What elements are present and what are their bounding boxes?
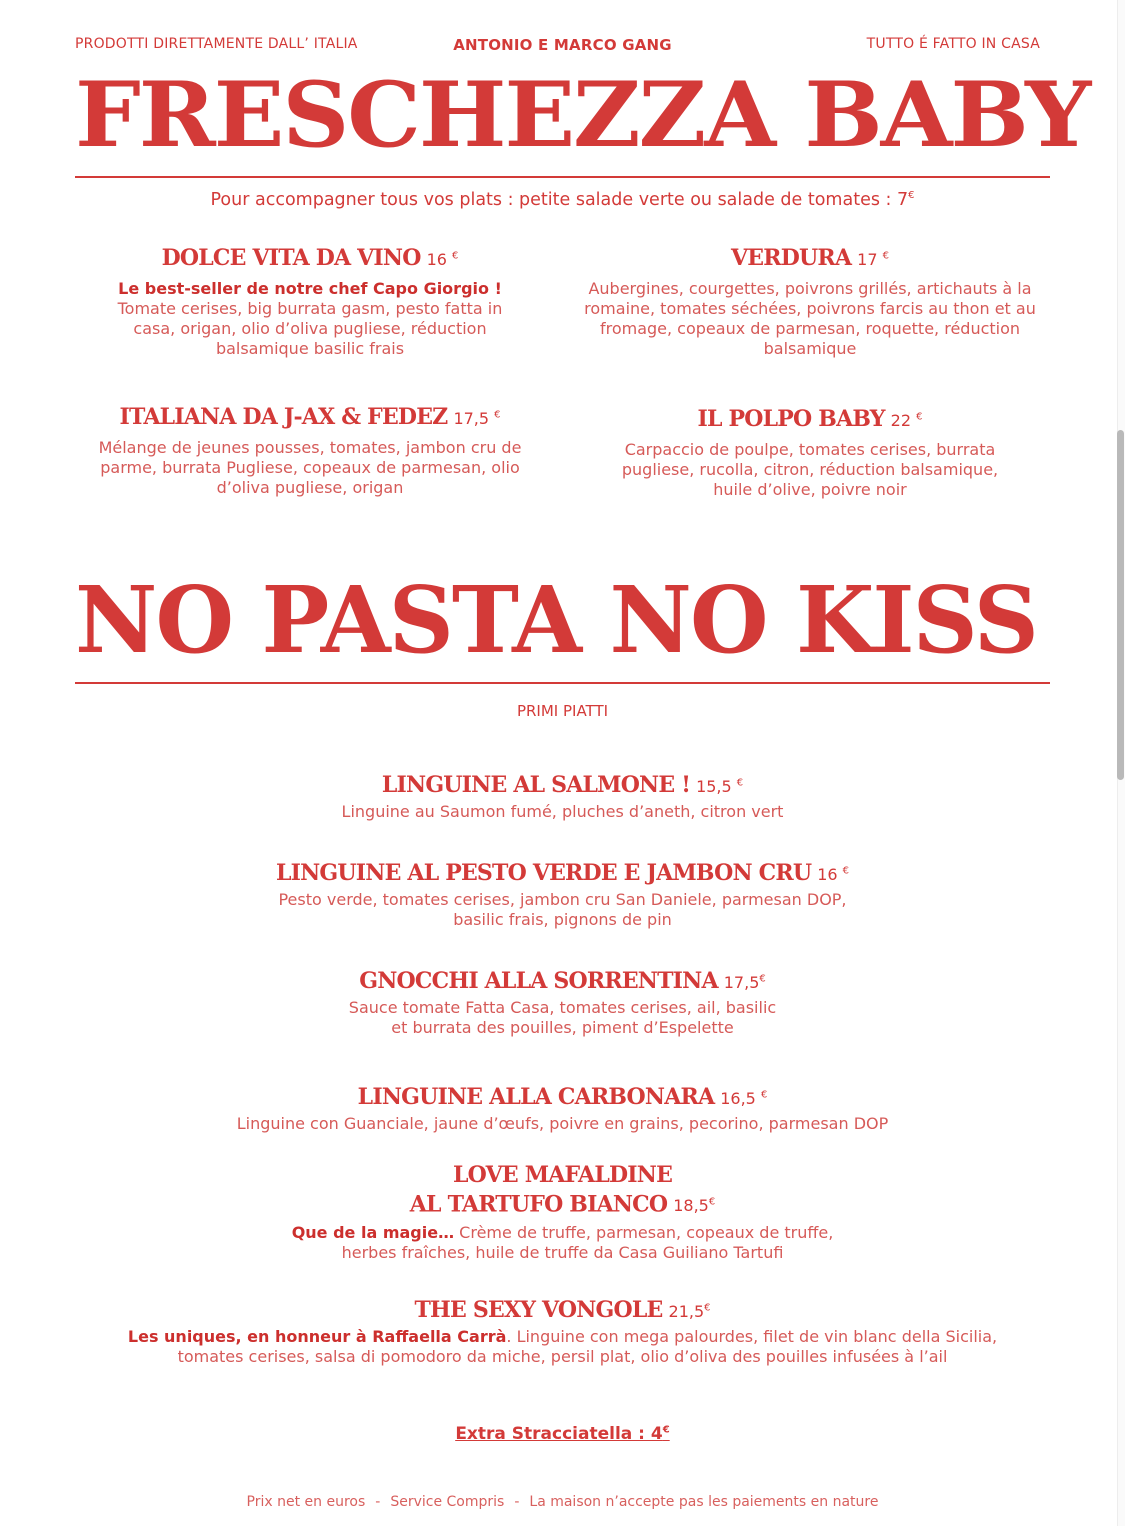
dish-title: THE SEXY VONGOLE (414, 1297, 663, 1323)
dish-description: Mélange de jeunes pousses, tomates, jambon cru de parme, burrata Pugliese, copeaux de parmesan, olio d’oliva pugliese, origan (98, 438, 522, 497)
dish-description (60, 998, 1065, 1038)
currency-symbol: € (494, 409, 501, 421)
price-value: 17,5 (723, 973, 760, 992)
currency-symbol: € (759, 973, 766, 985)
dish-linguine-salmone (60, 772, 1065, 822)
dish-price (673, 1196, 715, 1215)
dish-price (427, 250, 459, 269)
dish-italiana (60, 404, 560, 498)
dish-title: LINGUINE AL SALMONE ! (381, 772, 691, 798)
dish-price (891, 411, 923, 430)
dish-description-line: et burrata des pouilles, piment d’Espelette (391, 1018, 734, 1037)
currency-symbol: € (908, 190, 915, 202)
dish-name (60, 772, 1065, 798)
dish-description-line: Crème de truffe, parmesan, copeaux de truffe, (454, 1223, 834, 1243)
dish-title: VERDURA (731, 245, 852, 271)
header-left-tagline: PRODOTTI DIRETTAMENTE DALL’ ITALIA (75, 36, 358, 52)
currency-symbol: € (736, 777, 744, 789)
dish-title: AL TARTUFO BIANCO (409, 1191, 668, 1218)
dish-price (720, 1089, 767, 1108)
footer-item: Service Compris (390, 1494, 505, 1510)
currency-symbol: € (842, 865, 850, 877)
currency-symbol: € (916, 411, 923, 423)
dish-price (696, 777, 743, 796)
dish-mafaldine (60, 1162, 1065, 1263)
footer-separator: - (514, 1494, 520, 1510)
extra-stracciatella (0, 1424, 1125, 1444)
currency-symbol: € (708, 1197, 716, 1208)
extra-text (455, 1424, 669, 1444)
divider (75, 176, 1050, 178)
dish-il-polpo (560, 406, 1060, 500)
dish-description-line: herbes fraîches, huile de truffe da Casa Guiliano Tartufi (341, 1243, 784, 1263)
dish-description-line: tomates cerises, salsa di pomodoro da miche, persil plat, olio d’oliva des pouilles infusées à l’ail (177, 1347, 948, 1366)
currency-symbol: € (704, 1302, 711, 1314)
dish-description: Aubergines, courgettes, poivrons grillés, artichauts à la romaine, tomates séchées, poivrons farcis au thon et au fromage, copeaux de parmesan, roquette, réduction balsamique (584, 279, 1036, 358)
currency-symbol: € (760, 1089, 768, 1101)
dish-price (453, 409, 500, 428)
dish-title: IL POLPO BABY (697, 406, 885, 432)
dish-linguine-pesto (60, 860, 1065, 930)
scrollbar-thumb[interactable] (1117, 430, 1124, 780)
dish-dolce-vita (60, 245, 560, 359)
price-value: 16 (426, 250, 447, 269)
dish-title: DOLCE VITA DA VINO (161, 245, 421, 271)
footer-note (0, 1494, 1125, 1510)
dish-carbonara (60, 1084, 1065, 1134)
dish-description (60, 1327, 1065, 1367)
price-value: 18,5 (673, 1196, 709, 1216)
header-right-tagline: TUTTO É FATTO IN CASA (866, 36, 1040, 52)
dish-title: LOVE MAFALDINE (452, 1162, 673, 1188)
dish-name (60, 245, 560, 271)
currency-symbol: € (882, 250, 889, 262)
dish-description (60, 890, 1065, 930)
dish-title: LINGUINE ALLA CARBONARA (357, 1084, 715, 1110)
dish-name (60, 1084, 1065, 1110)
footer-separator: - (375, 1494, 381, 1510)
accompaniment-note (0, 190, 1125, 210)
dish-title: ITALIANA DA J-AX & FEDEZ (119, 404, 448, 430)
section-title-no-pasta: NO PASTA NO KISS (75, 566, 1037, 674)
dish-name (60, 404, 560, 430)
dish-title: GNOCCHI ALLA SORRENTINA (359, 968, 718, 994)
dish-description: Linguine au Saumon fumé, pluches d’aneth, citron vert (341, 802, 784, 821)
accompaniment-text: Pour accompagner tous vos plats : petite salade verte ou salade de tomates : 7 (210, 190, 909, 210)
price-value: 22 (890, 411, 912, 430)
dish-price (669, 1302, 711, 1321)
dish-description: Carpaccio de poulpe, tomates cerises, burrata pugliese, rucolla, citron, réduction balsamique, huile d’olive, poivre noir (621, 440, 999, 499)
divider (75, 682, 1050, 684)
currency-symbol: € (662, 1424, 670, 1436)
dish-highlight: Le best-seller de notre chef Capo Giorgio ! (118, 279, 502, 298)
dish-name (60, 968, 1065, 994)
dish-price (857, 250, 889, 269)
dish-name (560, 245, 1060, 271)
dish-sexy-vongole (60, 1297, 1065, 1367)
dish-highlight: Les uniques, en honneur à Raffaella Carrà (127, 1327, 507, 1346)
dish-name (60, 860, 1065, 886)
price-value: 16,5 (720, 1089, 756, 1108)
price-value: 16 (817, 865, 838, 884)
price-value: 17 (857, 250, 878, 269)
section-subtitle: PRIMI PIATTI (516, 702, 609, 720)
price-value: 17,5 (453, 409, 490, 428)
dish-name (60, 1297, 1065, 1323)
dish-name (560, 406, 1060, 432)
dish-description-line: . Linguine con mega palourdes, filet de vin blanc della Sicilia, (506, 1327, 998, 1346)
dish-description-line: basilic frais, pignons de pin (453, 910, 672, 929)
dish-description-text: Tomate cerises, big burrata gasm, pesto fatta in casa, origan, olio d’oliva pugliese, réduction balsamique basilic frais (117, 299, 503, 358)
footer-item: Prix net en euros (246, 1494, 366, 1510)
dish-price (724, 973, 766, 992)
dish-gnocchi (60, 968, 1065, 1038)
dish-description (60, 1223, 1065, 1263)
header-center-tagline: ANTONIO E MARCO GANG (453, 36, 672, 54)
price-value: 15,5 (696, 777, 732, 796)
currency-symbol: € (452, 250, 459, 262)
dish-title: LINGUINE AL PESTO VERDE E JAMBON CRU (275, 860, 812, 886)
footer-item: La maison n’accepte pas les paiements en nature (529, 1494, 879, 1510)
dish-highlight: Que de la magie… (291, 1223, 455, 1243)
dish-price (817, 865, 849, 884)
dish-description-line: Sauce tomate Fatta Casa, tomates cerises, ail, basilic (348, 998, 777, 1017)
dish-description: Linguine con Guanciale, jaune d’œufs, poivre en grains, pecorino, parmesan DOP (236, 1114, 889, 1133)
dish-verdura (560, 245, 1060, 359)
dish-name (60, 1162, 1065, 1219)
dish-description-line: Pesto verde, tomates cerises, jambon cru San Daniele, parmesan DOP, (278, 890, 847, 909)
extra-label: Extra Stracciatella : 4 (455, 1424, 663, 1444)
section-title-freschezza: FRESCHEZZA BABY (75, 62, 1090, 168)
dish-description (60, 279, 560, 359)
price-value: 21,5 (668, 1302, 705, 1321)
